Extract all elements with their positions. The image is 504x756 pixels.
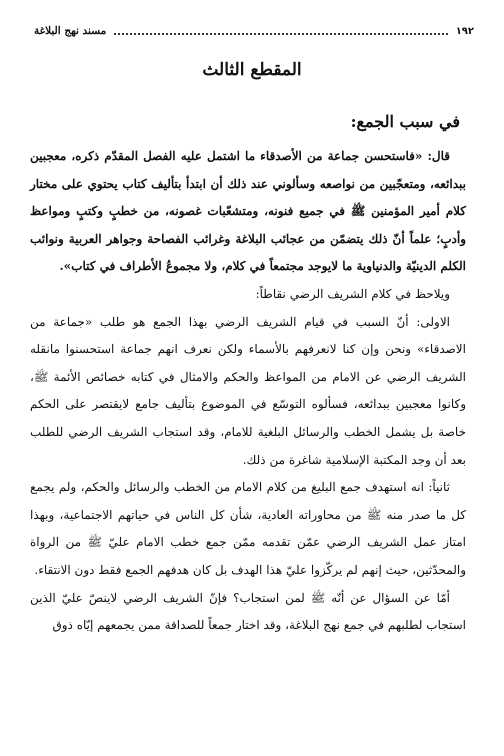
- question-paragraph: أمّا عن السؤال عن أنّه ﷺ لمن استجاب؟ فإنّ الشريف الرضي لاينصّ عليّ الذين استجاب لطلبهم في جمع نهج البلاغة، وقد اختار جمعاً للصداقة ممن يجمعهم إيّاه ذوق: [30, 590, 466, 633]
- point-two-paragraph: ثانياً: انه استهدف جمع البليغ من كلام الامام من الخطب والرسائل والحكم، ولم يجمع كل ما صدر منه ﷺ من محاوراته العادية، شأن كل الناس في حياتهم الاجتماعية، وبهذا امتاز عمل الشريف الرضي عمّن تقدمه ممّن جمع خطب الامام عليّ ﷺ من الرواة والمحدّثين، حيث إنهم لم يركّزوا عليّ هذا الهدف بل كان هدفهم الجمع فقط دون الانتقاء.: [30, 480, 466, 577]
- running-header: [34, 22, 474, 40]
- page-number: ١٩٢: [455, 25, 474, 37]
- body-text: [30, 143, 466, 640]
- quote-paragraph: قال: «فاستحسن جماعة من الأصدقاء ما اشتمل عليه الفصل المقدّم ذكره، معجبين ببدائعه، ومتعجّبين من نواصعه وسألوني عند ذلك أن ابتدأ بتأليف كتاب يحتوي على مختار كلام أمير المؤمنين ﷺ في جميع فنونه، ومتشعّبات غصونه، من خطبٍ وكتبٍ ومواعظ وأدبٍ؛ علماً أنّ ذلك يتضمّن من عجائب البلاغة وغرائب الفصاحة وجواهر العربية ونوائب الكلم الدينيّة والدنياوية ما لايوجد مجتمعاً في كلام، ولا مجموعُ الأطراف في كتاب».: [30, 149, 466, 274]
- subheading: في سبب الجمع:: [350, 112, 460, 131]
- intro-paragraph: ويلاحظ في كلام الشريف الرضي نقاطاً:: [255, 286, 450, 301]
- point-one-paragraph: الاولى: أنّ السبب في قيام الشريف الرضي بهذا الجمع هو طلب «جماعة من الاصدقاء» ونحن وإن كنا لانعرفهم بالأسماء ولكن نعرف انهم جماعة استحسنوا مانقله الشريف الرضي عن الامام من المواعظ والحكم والامثال في كتابه خصائص الأئمة ﷺ، وكانوا معجبين ببدائعه، فسألوه التوسّع في الموضوع بتأليف جامع لايقتصر على الحكم خاصة بل يشمل الخطب والرسائل البلغية للامام، وقد استجاب الشريف الرضي للطلب بعد أن وجد المكتبة الإسلامية شاغرة من ذلك.: [30, 314, 466, 467]
- section-title: المقطع الثالث: [202, 60, 302, 80]
- header-dotted-leader: [114, 27, 447, 35]
- running-book-title: مسند نهج البلاغة: [34, 25, 107, 37]
